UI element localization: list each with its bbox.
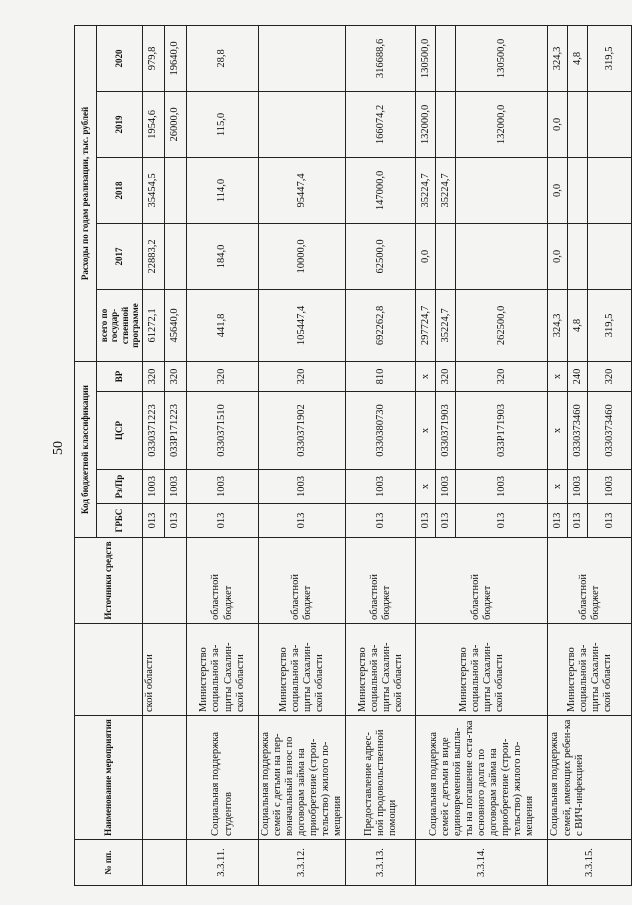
cell-2019: 115,0	[187, 91, 259, 157]
cell-rzpr: 1003	[346, 470, 416, 504]
row-executor: ской области	[143, 624, 187, 716]
cell-total: 324,3	[548, 289, 568, 361]
cell-vr: 320	[187, 361, 259, 391]
header-no: № пп.	[75, 840, 143, 886]
row-source: областной бюджет	[187, 538, 259, 624]
cell-total: 105447,4	[259, 289, 346, 361]
cell-rzpr: 1003	[165, 470, 187, 504]
cell-2018	[588, 157, 632, 223]
cell-csr: x	[548, 392, 568, 470]
row-source: областной бюджет	[416, 538, 548, 624]
cell-2020: 19640,0	[165, 25, 187, 91]
cell-grbs: 013	[259, 504, 346, 538]
row-name: Предоставление адрес-ной продовольственной помощи	[346, 716, 416, 840]
header-budget-code: Код бюджетной классификации	[75, 361, 97, 537]
cell-2017: 22883,2	[143, 223, 165, 289]
cell-2018: 147000,0	[346, 157, 416, 223]
cell-2018	[568, 157, 588, 223]
cell-csr: 0330371903	[436, 392, 456, 470]
budget-table	[74, 25, 632, 886]
row-executor: Министерство социальной за-щиты Сахалин-ской области	[187, 624, 259, 716]
cell-rzpr: 1003	[456, 470, 548, 504]
cell-2018: 114,0	[187, 157, 259, 223]
cell-total: 4,8	[568, 289, 588, 361]
cell-vr: x	[548, 361, 568, 391]
row-name: Социальная поддержка семей с детьми в виде единовременной выпла-ты на погашение оста-тка основного долга по договорам займа на приобретение (строи-тельство) жилого по-мещения	[416, 716, 548, 840]
cell-2020: 324,3	[548, 25, 568, 91]
cell-csr: 0330373460	[568, 392, 588, 470]
cell-grbs: 013	[165, 504, 187, 538]
row-no: 3.3.15.	[548, 840, 632, 886]
cell-csr: x	[416, 392, 436, 470]
cell-2020: 28,8	[187, 25, 259, 91]
cell-grbs: 013	[588, 504, 632, 538]
header-vr: ВР	[97, 361, 143, 391]
cell-2018: 0,0	[548, 157, 568, 223]
header-executor	[75, 624, 143, 716]
cell-2018: 35454,5	[143, 157, 165, 223]
cell-rzpr: 1003	[436, 470, 456, 504]
row-executor: Министерство социальной за-щиты Сахалин-ской области	[346, 624, 416, 716]
cell-csr: 0330371510	[187, 392, 259, 470]
cell-2019: 132000,0	[416, 91, 436, 157]
cell-vr: 810	[346, 361, 416, 391]
header-2019: 2019	[97, 91, 143, 157]
cell-vr: 320	[456, 361, 548, 391]
cell-2017	[456, 223, 548, 289]
cell-rzpr: 1003	[143, 470, 165, 504]
cell-2018	[165, 157, 187, 223]
cell-2019: 132000,0	[456, 91, 548, 157]
cell-total: 319,5	[588, 289, 632, 361]
cell-2020: 130500,0	[456, 25, 548, 91]
cell-2018: 35224,7	[416, 157, 436, 223]
cell-total: 45640,0	[165, 289, 187, 361]
cell-2018: 35224,7	[436, 157, 456, 223]
header-2017: 2017	[97, 223, 143, 289]
cell-total: 262500,0	[456, 289, 548, 361]
row-executor: Министерство социальной за-щиты Сахалин-ской области	[259, 624, 346, 716]
cell-vr: 320	[588, 361, 632, 391]
cell-2017	[588, 223, 632, 289]
cell-grbs: 013	[416, 504, 436, 538]
cell-grbs: 013	[456, 504, 548, 538]
cell-2017: 0,0	[416, 223, 436, 289]
cell-rzpr: 1003	[588, 470, 632, 504]
cell-2020: 316688,6	[346, 25, 416, 91]
cell-2018	[456, 157, 548, 223]
cell-2017: 0,0	[548, 223, 568, 289]
header-csr: ЦСР	[97, 392, 143, 470]
cell-2017	[568, 223, 588, 289]
cell-rzpr: x	[548, 470, 568, 504]
budget-table-rotated	[74, 26, 615, 886]
cell-csr: 0330371223	[143, 392, 165, 470]
cell-vr: 320	[165, 361, 187, 391]
cell-total: 297724,7	[416, 289, 436, 361]
row-no: 3.3.13.	[346, 840, 416, 886]
cell-2019: 0,0	[548, 91, 568, 157]
header-rzpr: Рз/Пр	[97, 470, 143, 504]
cell-2019	[588, 91, 632, 157]
header-2018: 2018	[97, 157, 143, 223]
cell-2020: 319,5	[588, 25, 632, 91]
cell-2017: 184,0	[187, 223, 259, 289]
cell-2019: 166074,2	[346, 91, 416, 157]
row-executor: Министерство социальной за-щиты Сахалин-ской области	[416, 624, 548, 716]
cell-vr: 240	[568, 361, 588, 391]
cell-2019	[259, 91, 346, 157]
cell-2017	[436, 223, 456, 289]
cell-total: 61272,1	[143, 289, 165, 361]
cell-2019	[568, 91, 588, 157]
cell-grbs: 013	[187, 504, 259, 538]
header-name: Наименование мероприятия	[75, 716, 143, 840]
row-name: Социальная поддержка студентов	[187, 716, 259, 840]
cell-2019: 26000,0	[165, 91, 187, 157]
cell-rzpr: x	[416, 470, 436, 504]
row-no: 3.3.14.	[416, 840, 548, 886]
row-source: областной бюджет	[548, 538, 632, 624]
cell-rzpr: 1003	[259, 470, 346, 504]
cell-rzpr: 1003	[187, 470, 259, 504]
row-no	[143, 840, 187, 886]
cell-grbs: 013	[568, 504, 588, 538]
cell-grbs: 013	[346, 504, 416, 538]
cell-2017	[165, 223, 187, 289]
cell-grbs: 013	[436, 504, 456, 538]
page-number: 50	[51, 441, 66, 455]
cell-2019: 1954,6	[143, 91, 165, 157]
cell-csr: 033P171903	[456, 392, 548, 470]
row-name	[143, 716, 187, 840]
row-source: областной бюджет	[346, 538, 416, 624]
cell-2017: 10000,0	[259, 223, 346, 289]
cell-rzpr: 1003	[568, 470, 588, 504]
cell-vr: 320	[143, 361, 165, 391]
header-grbs: ГРБС	[97, 504, 143, 538]
row-no: 3.3.12.	[259, 840, 346, 886]
header-source: Источники средств	[75, 538, 143, 624]
row-source	[143, 538, 187, 624]
cell-csr: 033P171223	[165, 392, 187, 470]
cell-total: 35224,7	[436, 289, 456, 361]
row-name: Социальная поддержка семей, имеющих ребен-ка с ВИЧ-инфекцией	[548, 716, 632, 840]
cell-csr: 0330380730	[346, 392, 416, 470]
cell-grbs: 013	[548, 504, 568, 538]
cell-grbs: 013	[143, 504, 165, 538]
row-name: Социальная поддержка семей с детьми на пер-воначальный взнос по договорам займа на приобретение (строи-тельство) жилого по-мещения	[259, 716, 346, 840]
cell-2020	[436, 25, 456, 91]
header-2020: 2020	[97, 25, 143, 91]
row-no: 3.3.11.	[187, 840, 259, 886]
row-source: областной бюджет	[259, 538, 346, 624]
cell-2020: 4,8	[568, 25, 588, 91]
cell-2017: 62500,0	[346, 223, 416, 289]
cell-2019	[436, 91, 456, 157]
cell-total: 692262,8	[346, 289, 416, 361]
cell-vr: x	[416, 361, 436, 391]
row-executor: Министерство социальной за-щиты Сахалин-ской области	[548, 624, 632, 716]
cell-vr: 320	[259, 361, 346, 391]
cell-2020: 979,8	[143, 25, 165, 91]
cell-2018: 95447,4	[259, 157, 346, 223]
cell-total: 441,8	[187, 289, 259, 361]
cell-csr: 0330373460	[588, 392, 632, 470]
header-total: всего по государ-ственной программе	[97, 289, 143, 361]
header-expenses: Расходы по годам реализации, тыс. рублей	[75, 25, 97, 361]
cell-2020: 130500,0	[416, 25, 436, 91]
cell-2020	[259, 25, 346, 91]
cell-csr: 0330371902	[259, 392, 346, 470]
cell-vr: 320	[436, 361, 456, 391]
